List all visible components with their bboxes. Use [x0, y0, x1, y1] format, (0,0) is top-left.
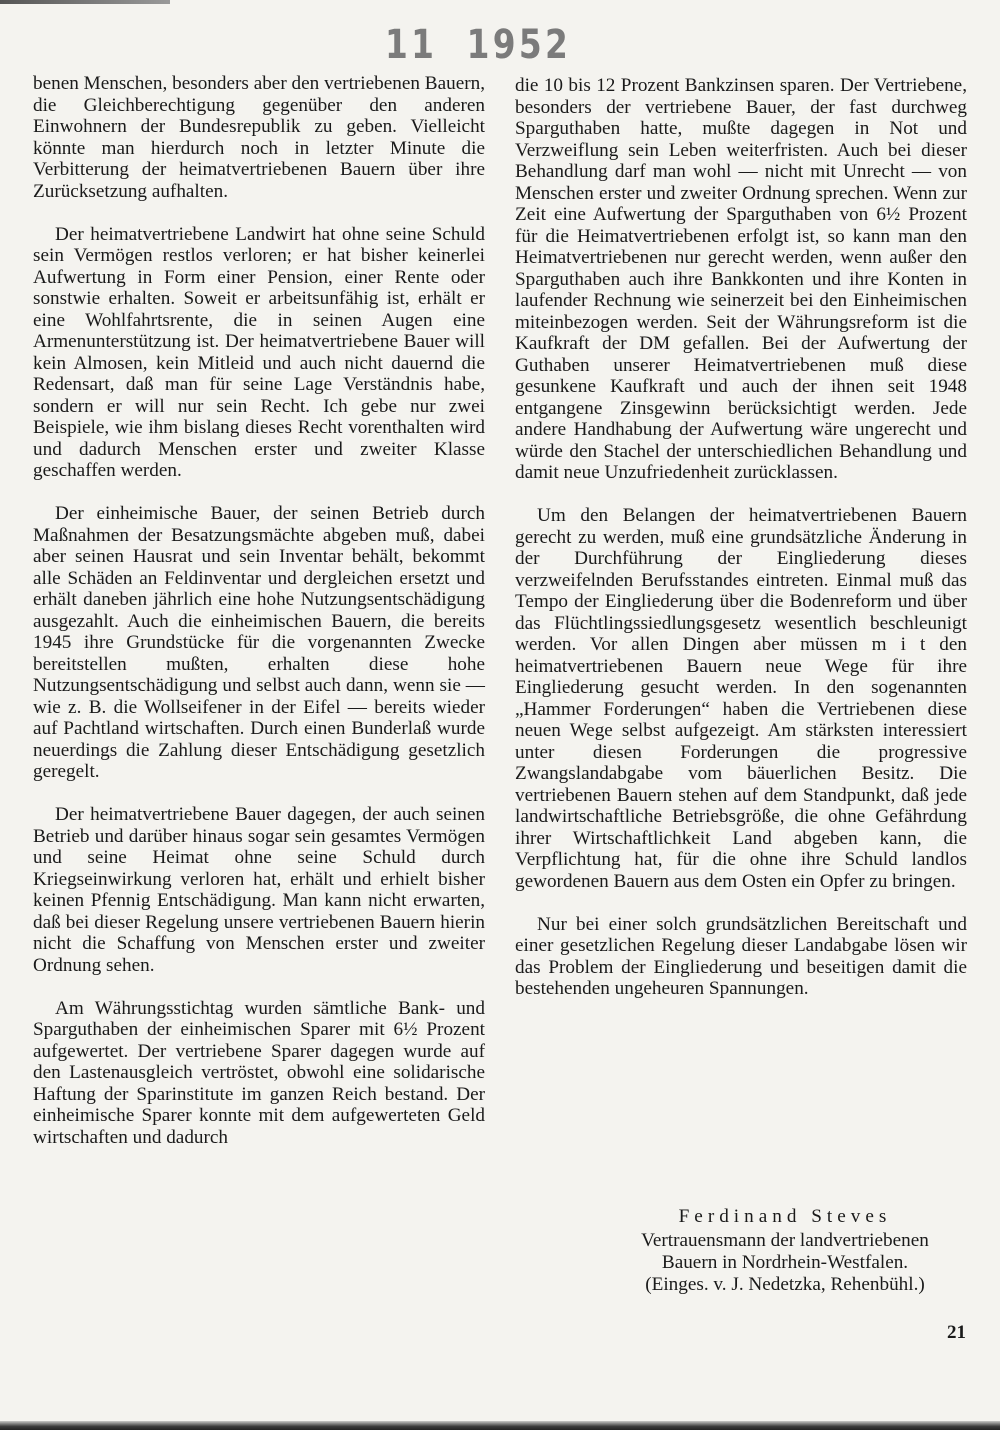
- paragraph: Der einheimische Bauer, der seinen Betrieb durch Maßnahmen der Besatzungsmächte abgeben muß, dabei aber seinen Hausrat und sein Inventar behält, bekommt alle Schäden an Feldinventar und dergleichen ersetzt und erhält daneben jährlich eine hohe Nutzungsentschädigung ausgezahlt. Auch die einheimischen Bauern, die bereits 1945 ihre Grundstücke für die vorgenannten Zwecke bereitstellen mußten, erhalten diese hohe Nutzungsentschädigung und selbst auch dann, wenn sie — wie z. B. die Wollseifener in der Eifel — bereits wieder auf Pachtland wirtschaften. Durch einen Bunderlaß wurde neuerdings die Zahlung dieser Entschädigung gesetzlich geregelt.: [33, 503, 485, 782]
- page-number: 21: [947, 1322, 966, 1343]
- signature-block: [600, 1206, 970, 1296]
- paragraph: die 10 bis 12 Prozent Bankzinsen sparen. Der Vertriebene, besonders der vertriebene Bauer, der fast durchweg Sparguthaben hatte, mußte dagegen in Not und Verzweiflung sein Leben weiterfristen. Auch bei dieser Behandlung darf man wohl — nicht mit Unrecht — von Menschen erster und zweiter Ordnung sprechen. Wenn zur Zeit eine Aufwertung der Sparguthaben von 6½ Prozent für die Heimatvertriebenen erfolgt ist, so kann man den Heimatvertriebenen nur gerecht werden, wenn außer den Sparguthaben auch ihre Bankkonten und ihre Konten in laufender Rechnung wie seinerzeit bei den Einheimischen miteinbezogen werden. Seit der Währungsreform ist die Kaufkraft der DM gefallen. Bei der Aufwertung der Guthaben unserer Heimatvertriebenen muß diese gesunkene Kaufkraft und auch der ihnen seit 1948 entgangene Zinsgewinn berücksichtigt werden. Jede andere Handhabung der Aufwertung wäre ungerecht und würde den Stachel der unterschiedlichen Behandlung und damit neue Unzufriedenheit zurücklassen.: [515, 75, 967, 483]
- date-stamp: 11 1952: [385, 22, 572, 68]
- paragraph: Nur bei einer solch grundsätzlichen Bereitschaft und einer gesetzlichen Regelung dieser Landabgabe lösen wir das Problem der Eingliederung und beseitigen damit die bestehenden ungeheuren Spannungen.: [515, 913, 967, 999]
- paragraph: Der heimatvertriebene Landwirt hat ohne seine Schuld sein Vermögen restlos verloren; er hat bisher keinerlei Aufwertung in Form einer Pension, einer Rente oder sonstwie erhalten. Soweit er arbeitsunfähig ist, erhält er eine Wohlfahrtsrente, die in seinen Augen eine Armenunterstützung ist. Der heimatvertriebene Bauer will kein Almosen, kein Mitleid und auch nicht dauernd die Redensart, daß man für seine Lage Verständnis habe, sondern er will nur sein Recht. Ich gebe nur zwei Beispiele, wie ihm bislang dieses Recht vorenthalten wird und dadurch Menschen erster und zweiter Klasse geschaffen werden.: [33, 223, 485, 481]
- author-title: Vertrauensmann der landvertriebenen: [641, 1230, 929, 1251]
- page-top-edge: [0, 0, 170, 4]
- paragraph: Der heimatvertriebene Bauer dagegen, der auch seinen Betrieb und darüber hinaus sogar sein gesamtes Vermögen und seine Heimat ohne seine Schuld durch Kriegseinwirkung verloren hat, erhält und erhielt bisher keinen Pfennig Entschädigung. Man kann nicht erwarten, daß bei dieser Regelung unsere vertriebenen Bauern hierin nicht die Schaffung von Menschen erster und zweiter Ordnung sehen.: [33, 804, 485, 976]
- paragraph: Um den Belangen der heimatvertriebenen Bauern gerecht zu werden, muß eine grundsätzliche Änderung in der Durchführung der Eingliederung dieses verzweifelnden Berufsstandes eintreten. Einmal muß das Tempo der Eingliederung über die Bodenreform und über das Flüchtlingssiedlungsgesetz wesentlich beschleunigt werden. Vor allen Dingen aber müssen m i t den heimatvertriebenen Bauern neue Wege für ihre Eingliederung gesucht werden. In den sogenannten „Hammer Forderungen“ haben die Vertriebenen diese neuen Wege selbst aufgezeigt. Am stärksten interessiert unter diesen Forderungen die progressive Zwangslandabgabe vom bäuerlichen Besitz. Die vertriebenen Bauern stehen auf dem Standpunkt, daß jede landwirtschaftliche Betriebsgröße, die ohne Gefährdung ihrer Wirtschaftlichkeit Land abgeben kann, die Verpflichtung hat, für die ohne ihre Schuld landlos gewordenen Bauern aus dem Osten ein Opfer zu bringen.: [515, 505, 967, 892]
- author-name: Ferdinand Steves: [678, 1206, 892, 1227]
- author-region: Bauern in Nordrhein-Westfalen.: [661, 1252, 909, 1273]
- paragraph: Am Währungsstichtag wurden sämtliche Bank- und Sparguthaben der einheimischen Sparer mit 6½ Prozent aufgewertet. Der vertriebene Sparer dagegen wurde auf den Lastenausgleich vertröstet, obwohl eine solidarische Haftung der Sparinstitute im ganzen Reich bestand. Der einheimische Sparer konnte mit dem aufgewerteten Geld wirtschaften und dadurch: [33, 997, 485, 1148]
- paragraph: benen Menschen, besonders aber den vertriebenen Bauern, die Gleichberechtigung gegenüber den anderen Einwohnern der Bundesrepublik zu geben. Vielleicht könnte man hierdurch noch in letzter Minute die Verbitterung der heimatvertriebenen Bauern über ihre Zurücksetzung aufhalten.: [33, 73, 485, 202]
- left-column: [33, 73, 485, 1148]
- page-bottom-edge: [0, 1421, 1000, 1430]
- right-column: [515, 75, 967, 1000]
- submitted-by: (Einges. v. J. Nedetzka, Rehenbühl.): [645, 1274, 925, 1295]
